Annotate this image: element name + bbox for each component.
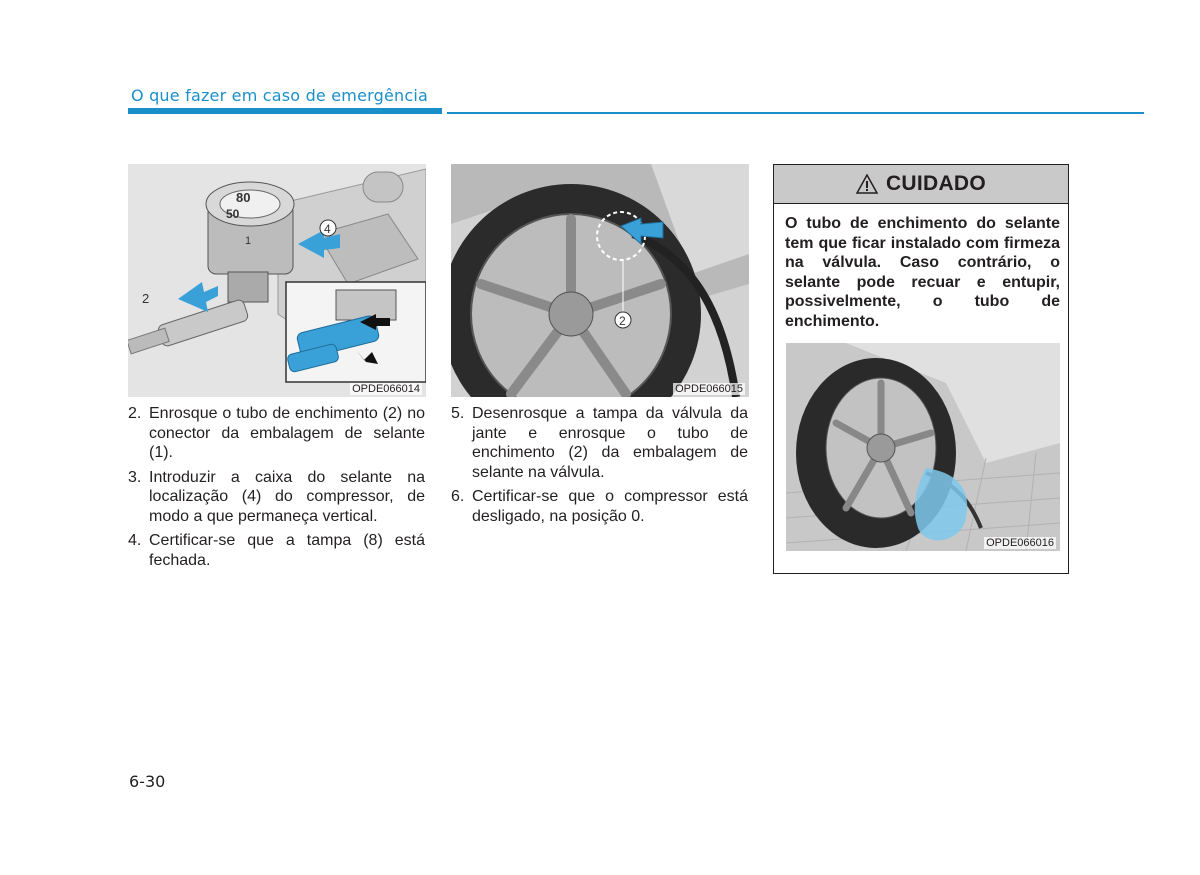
sealant-leak-illustration bbox=[786, 343, 1060, 551]
page-number: 6-30 bbox=[129, 772, 166, 791]
steps-list-col2 bbox=[451, 404, 748, 531]
step-text: Introduzir a caixa do selante na localização (4) do compressor, de modo a que permaneça vertical. bbox=[149, 468, 425, 525]
step-number: 3. bbox=[128, 468, 142, 486]
warning-triangle-icon bbox=[856, 174, 878, 194]
header-rule-thick bbox=[128, 108, 442, 114]
step-item bbox=[451, 487, 748, 526]
callout-label: 4 bbox=[324, 222, 331, 236]
figure-wheel-valve bbox=[451, 164, 749, 397]
callout-label: 2 bbox=[142, 291, 150, 306]
step-item bbox=[128, 531, 425, 570]
dial-number: 50 bbox=[226, 207, 240, 221]
steps-list-col1 bbox=[128, 404, 425, 575]
figure-sealant-connection bbox=[128, 164, 426, 397]
figure-sealant-leak bbox=[786, 343, 1060, 551]
header-rule-thin bbox=[447, 112, 1144, 114]
callout-label: 2 bbox=[619, 314, 626, 328]
wheel-valve-illustration bbox=[451, 164, 749, 397]
caution-title: CUIDADO bbox=[885, 172, 987, 195]
section-title: O que fazer em caso de emergência bbox=[131, 86, 429, 105]
figure-code: OPDE066014 bbox=[352, 383, 420, 395]
step-item bbox=[128, 404, 425, 463]
step-number: 6. bbox=[451, 488, 465, 505]
step-number: 4. bbox=[128, 532, 142, 549]
step-text: Enrosque o tubo de enchimento (2) no conector da embalagem de selante (1). bbox=[149, 405, 425, 461]
step-number: 5. bbox=[451, 405, 465, 422]
sealant-connection-illustration bbox=[128, 164, 426, 397]
step-number: 2. bbox=[128, 405, 142, 422]
callout-label: 1 bbox=[245, 235, 252, 247]
step-text: Certificar-se que a tampa (8) está fechada. bbox=[149, 532, 425, 569]
figure-code: OPDE066015 bbox=[675, 383, 743, 395]
step-item bbox=[128, 468, 425, 527]
figure-code: OPDE066016 bbox=[986, 537, 1054, 549]
step-text: Certificar-se que o compressor está desligado, na posição 0. bbox=[472, 488, 748, 525]
caution-header bbox=[774, 165, 1068, 204]
step-text: Desenrosque a tampa da válvula da jante e enrosque o tubo de enchimento (2) da embalagem de selante na válvula. bbox=[472, 405, 748, 481]
caution-text: O tubo de enchimento do selante tem que ficar instalado com firmeza na válvula. Caso contrário, o selante pode recuar e entupir, possivelmente, o tubo de enchimento. bbox=[785, 215, 1060, 330]
dial-number: 80 bbox=[236, 190, 251, 205]
step-item bbox=[451, 404, 748, 482]
